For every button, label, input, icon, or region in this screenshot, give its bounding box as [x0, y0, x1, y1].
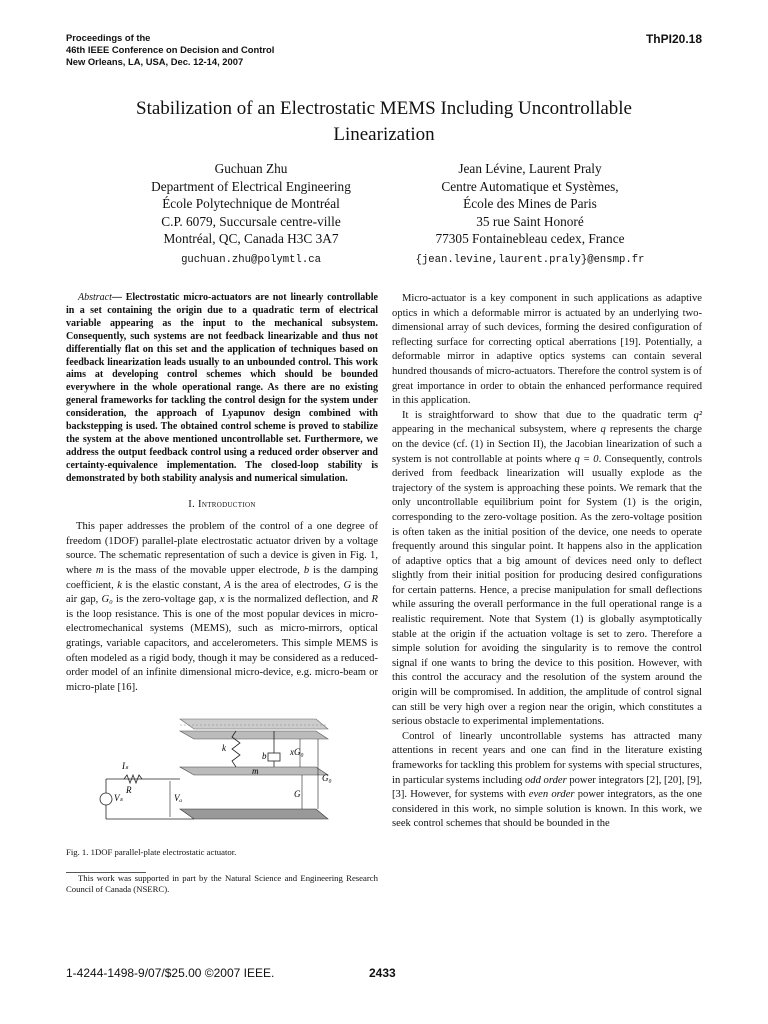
body-paragraph: Control of linearly uncontrollable systems has attracted many attentions in recent years and one can find in the literature existing frameworks for tackling this problem for systems with special structures, in particular systems including odd order power integrators [2], [20], [9], [3]. However, for systems with even order power integrators, as the one considered in this work, no simple solution is known. In this work, we seek control schemes that should be bounded in the: [392, 730, 703, 830]
body-paragraph: It is straightforward to show that due to the quadratic term q² appearing in the mechanical subsystem, where q represents the charge on the device (cf. (1) in Section II), the Jacobian linearization of such a system is not controllable at points where q = 0. Consequently, controls derived from feedback linearization will usually explode as the trajectory of the system is approaching these points. We remark that the only uncontrollable equilibrium point for System (1) is the origin, corresponding to the zero-voltage position. As the zero-voltage position is often taken as the initial position of the device, one needs to operate frequently around this singular point. It happens also in the application of adaptive optics that a big amount of devices need only to deflect slightly from their initial position for producing desired configurations for certain patterns. Hence, a precise manipulation for small deflections while assuring the overall performance in the full operational range is a realistic requirement. Note that System (1) is globally asymptotically stable at the origin if the actuation voltage is set to zero. Therefore a simple solution for avoiding the singularity is to remove the control signal if one wants to bring the device to this position. However, with this control the accuracy and the resolution of the system around the origin will be compromised. In addition, the amplitude of control signal can still be very high over a region near the origin, which constitutes a serious obstacle to experimental implementations.: [392, 409, 703, 728]
label-b: b: [262, 751, 267, 762]
label-Vs: Vₛ: [114, 793, 123, 804]
abstract: [66, 292, 378, 486]
label-G: G: [294, 789, 301, 800]
math-symbol: x: [219, 594, 225, 606]
author-name: Jean Lévine, Laurent Praly: [458, 161, 602, 176]
affiliation-line: Department of Electrical Engineering: [151, 178, 351, 194]
label-m: m: [252, 766, 259, 777]
page-number: 2433: [369, 966, 396, 980]
abstract-label: Abstract: [78, 292, 112, 303]
section-heading: [66, 498, 378, 513]
conference-line-3: New Orleans, LA, USA, Dec. 12-14, 2007: [66, 56, 244, 67]
author-block-1: [96, 160, 406, 270]
left-column: [66, 292, 378, 895]
label-k: k: [222, 743, 226, 754]
session-code: ThPI20.18: [645, 32, 702, 46]
conference-header: [66, 32, 274, 68]
author-block-2: [380, 160, 680, 270]
math-symbol: A: [224, 579, 231, 591]
affiliation-line: École Polytechnique de Montréal: [162, 196, 340, 212]
math-symbol: q²: [693, 409, 702, 421]
footnote: This work was supported in part by the Natural Science and Engineering Research Council of Canada (NSERC).: [66, 872, 378, 894]
figure-caption: Fig. 1. 1DOF parallel-plate electrostatic actuator.: [66, 846, 237, 857]
emphasis: even order: [528, 789, 575, 801]
math-symbol: R: [371, 594, 378, 606]
math-symbol: G: [343, 579, 352, 591]
right-column: [392, 292, 702, 832]
isbn-copyright: 1-4244-1498-9/07/$25.00 ©2007 IEEE.: [66, 966, 275, 980]
math-symbol: q = 0: [574, 453, 599, 465]
label-xG0: xG₀: [290, 747, 304, 758]
label-G0: G₀: [322, 773, 332, 784]
actuator-diagram: [66, 709, 378, 839]
label-R: R: [126, 785, 132, 796]
label-Is: Iₛ: [122, 761, 129, 772]
math-symbol: k: [117, 579, 122, 591]
affiliation-line: École des Mines de Paris: [463, 196, 597, 212]
affiliation-line: C.P. 6079, Succursale centre-ville: [161, 213, 341, 229]
paper-title: Stabilization of an Electrostatic MEMS Including Uncontrollable Linearization: [136, 98, 632, 145]
conference-line-1: Proceedings of the: [66, 32, 151, 43]
math-symbol: m: [95, 564, 104, 576]
intro-paragraph: This paper addresses the problem of the control of a one degree of freedom (1DOF) parallel-plate electrostatic actuator driven by a voltage source. The schematic representation of such a device is given in Fig. 1, where m is the mass of the movable upper electrode, b is the damping coefficient, k is the elastic constant, A is the area of electrodes, G is the air gap, G₀ is the zero-voltage gap, x is the normalized deflection, and R is the loop resistance. This is one of the most popular devices in micro-electromechanical systems (MEMS), such as micro-mirrors, optical gratings, variable capacitors, and accelerometers. This simple MEMS is often modeled as a rigid body, though it may be considered as a reduced-order model of an infinite dimensional micro-device, e.g. micro-beam or micro-plate [16].: [66, 521, 379, 693]
math-symbol: q: [600, 424, 606, 436]
author-email: {jean.levine,laurent.praly}@ensmp.fr: [415, 253, 645, 266]
affiliation-line: Centre Automatique et Systèmes,: [441, 178, 619, 194]
math-symbol: G₀: [101, 594, 113, 606]
label-Va: Vₐ: [174, 793, 183, 804]
abstract-text: — Electrostatic micro-actuators are not linearly controllable in a set containing the origin due to a quadratic term of electrical variable appearing as the input to the mechanical subsystem. Consequently, such systems are not feedback linearizable and thus not differentially flat on this set and the application of techniques based on feedback linearization leads usually to an unbounded control. This work aims at developing control schemes which should be bounded everywhere in the whole operational range. As there are no existing general frameworks for tackling the control design for the system under consideration, the approach of Lyapunov design combined with backstepping is used. The obtained control scheme is proved to stabilize the system at the above mentioned uncontrollable set. Furthermore, we address the output feedback control using a reduced order observer and certainty-equivalence implementation. The closed-loop stability is demonstrated by both stability analysis and numerical simulation.: [66, 292, 378, 484]
author-name: Guchuan Zhu: [214, 161, 288, 176]
conference-line-2: 46th IEEE Conference on Decision and Control: [66, 44, 275, 55]
affiliation-line: 35 rue Saint Honoré: [476, 213, 584, 229]
emphasis: odd order: [525, 774, 567, 786]
section-title: Introduction: [198, 498, 256, 510]
section-number: I.: [188, 498, 196, 510]
math-symbol: b: [303, 564, 310, 576]
author-email: guchuan.zhu@polymtl.ca: [181, 253, 321, 266]
body-paragraph: Micro-actuator is a key component in such applications as adaptive optics in which a deformable mirror is actuated by an underlying two-dimensional array of such devices, forming the desired configuration of reflecting surface for correcting optical aberrations [19]. Potentially, a deformable mirror in adaptive optics systems can contain several hundred thousands of micro-actuators. Therefore the control system is of great importance in order to obtain the enhanced performance required in this application.: [392, 293, 702, 407]
affiliation-line: 77305 Fontainebleau cedex, France: [435, 231, 625, 247]
affiliation-line: Montréal, QC, Canada H3C 3A7: [163, 231, 339, 247]
